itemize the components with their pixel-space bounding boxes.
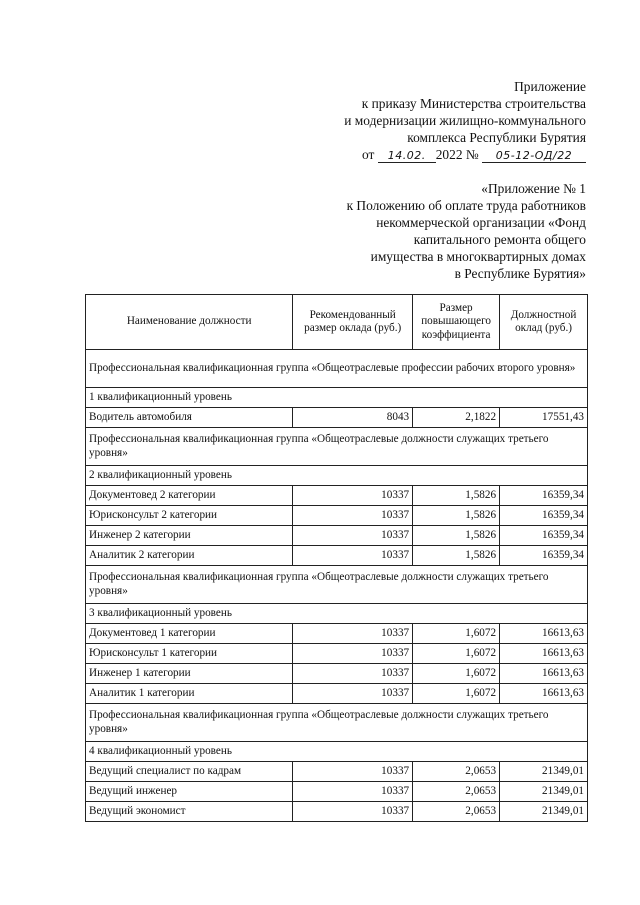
- qualification-group-row: [86, 566, 588, 604]
- qualification-group-row: [86, 428, 588, 466]
- appendix-line-2: к Положению об оплате труда работников: [346, 198, 586, 213]
- coefficient-cell: 2,0653: [413, 782, 500, 802]
- header-official-salary: Должностной оклад (руб.): [500, 295, 588, 350]
- coefficient-cell: 1,6072: [413, 624, 500, 644]
- order-reference-block: [344, 78, 586, 163]
- appendix-reference-block: [347, 180, 586, 282]
- coefficient-cell: 1,6072: [413, 664, 500, 684]
- coefficient-cell: 2,0653: [413, 762, 500, 782]
- table-row: [86, 506, 588, 526]
- recommended-salary-cell: 10337: [293, 486, 413, 506]
- position-name-cell: Юрисконсульт 2 категории: [86, 506, 293, 526]
- official-salary-cell: 16613,63: [500, 624, 588, 644]
- position-name-cell: Ведущий специалист по кадрам: [86, 762, 293, 782]
- appendix-line-3: некоммерческой организации «Фонд: [376, 215, 586, 230]
- group-title: Профессиональная квалификационная группа «Общеотраслевые должности служащих третьего уровня»: [86, 566, 588, 604]
- appendix-line-4: капитального ремонта общего: [413, 232, 586, 247]
- recommended-salary-cell: 10337: [293, 546, 413, 566]
- header-coefficient: Размер повышающего коэффициента: [413, 295, 500, 350]
- table-row: [86, 802, 588, 822]
- header-line-3: и модернизации жилищно-коммунального: [344, 113, 586, 128]
- position-name-cell: Инженер 1 категории: [86, 664, 293, 684]
- recommended-salary-cell: 10337: [293, 782, 413, 802]
- level-title: 2 квалификационный уровень: [86, 466, 588, 486]
- recommended-salary-cell: 10337: [293, 526, 413, 546]
- recommended-salary-cell: 10337: [293, 684, 413, 704]
- table-row: [86, 782, 588, 802]
- level-title: 1 квалификационный уровень: [86, 388, 588, 408]
- official-salary-cell: 16359,34: [500, 506, 588, 526]
- official-salary-cell: 16359,34: [500, 546, 588, 566]
- level-title: 3 квалификационный уровень: [86, 604, 588, 624]
- date-year: 2022 №: [435, 147, 479, 162]
- handwritten-order-number: 05-12-ОД/22: [482, 149, 586, 163]
- table-row: [86, 624, 588, 644]
- recommended-salary-cell: 10337: [293, 506, 413, 526]
- qualification-level-row: [86, 388, 588, 408]
- position-name-cell: Документовед 2 категории: [86, 486, 293, 506]
- official-salary-cell: 21349,01: [500, 762, 588, 782]
- official-salary-cell: 16359,34: [500, 526, 588, 546]
- table-row: [86, 486, 588, 506]
- official-salary-cell: 16613,63: [500, 684, 588, 704]
- coefficient-cell: 1,6072: [413, 684, 500, 704]
- recommended-salary-cell: 10337: [293, 762, 413, 782]
- group-title: Профессиональная квалификационная группа «Общеотраслевые должности служащих третьего уровня»: [86, 704, 588, 742]
- order-date-line: [344, 146, 586, 163]
- recommended-salary-cell: 10337: [293, 664, 413, 684]
- position-name-cell: Юрисконсульт 1 категории: [86, 644, 293, 664]
- recommended-salary-cell: 8043: [293, 408, 413, 428]
- qualification-group-row: [86, 704, 588, 742]
- official-salary-cell: 21349,01: [500, 802, 588, 822]
- coefficient-cell: 1,5826: [413, 486, 500, 506]
- recommended-salary-cell: 10337: [293, 802, 413, 822]
- table-row: [86, 664, 588, 684]
- coefficient-cell: 1,5826: [413, 506, 500, 526]
- qualification-level-row: [86, 466, 588, 486]
- position-name-cell: Инженер 2 категории: [86, 526, 293, 546]
- official-salary-cell: 17551,43: [500, 408, 588, 428]
- coefficient-cell: 1,6072: [413, 644, 500, 664]
- coefficient-cell: 2,0653: [413, 802, 500, 822]
- qualification-level-row: [86, 604, 588, 624]
- header-line-1: Приложение: [514, 79, 586, 94]
- handwritten-date: 14.02.: [378, 149, 436, 163]
- header-line-4: комплекса Республики Бурятия: [407, 130, 586, 145]
- table-row: [86, 762, 588, 782]
- table-header-row: [86, 295, 588, 350]
- position-name-cell: Аналитик 1 категории: [86, 684, 293, 704]
- appendix-line-6: в Республике Бурятия»: [454, 266, 586, 281]
- coefficient-cell: 2,1822: [413, 408, 500, 428]
- level-title: 4 квалификационный уровень: [86, 742, 588, 762]
- table-row: [86, 546, 588, 566]
- position-name-cell: Водитель автомобиля: [86, 408, 293, 428]
- position-name-cell: Аналитик 2 категории: [86, 546, 293, 566]
- header-line-2: к приказу Министерства строительства: [361, 96, 586, 111]
- coefficient-cell: 1,5826: [413, 526, 500, 546]
- table-row: [86, 644, 588, 664]
- coefficient-cell: 1,5826: [413, 546, 500, 566]
- salary-table: [85, 294, 588, 822]
- official-salary-cell: 16359,34: [500, 486, 588, 506]
- appendix-line-1: «Приложение № 1: [481, 181, 586, 196]
- group-title: Профессиональная квалификационная группа «Общеотраслевые должности служащих третьего уровня»: [86, 428, 588, 466]
- header-position-name: Наименование должности: [86, 295, 293, 350]
- group-title: Профессиональная квалификационная группа «Общеотраслевые профессии рабочих второго уровня»: [86, 350, 588, 388]
- recommended-salary-cell: 10337: [293, 644, 413, 664]
- appendix-line-5: имущества в многоквартирных домах: [370, 249, 586, 264]
- header-recommended-salary: Рекомендованный размер оклада (руб.): [293, 295, 413, 350]
- table-row: [86, 684, 588, 704]
- official-salary-cell: 16613,63: [500, 644, 588, 664]
- official-salary-cell: 16613,63: [500, 664, 588, 684]
- recommended-salary-cell: 10337: [293, 624, 413, 644]
- position-name-cell: Ведущий инженер: [86, 782, 293, 802]
- table-row: [86, 408, 588, 428]
- official-salary-cell: 21349,01: [500, 782, 588, 802]
- table-row: [86, 526, 588, 546]
- position-name-cell: Документовед 1 категории: [86, 624, 293, 644]
- qualification-group-row: [86, 350, 588, 388]
- date-prefix: от: [362, 147, 375, 162]
- position-name-cell: Ведущий экономист: [86, 802, 293, 822]
- qualification-level-row: [86, 742, 588, 762]
- table-body: [86, 350, 588, 822]
